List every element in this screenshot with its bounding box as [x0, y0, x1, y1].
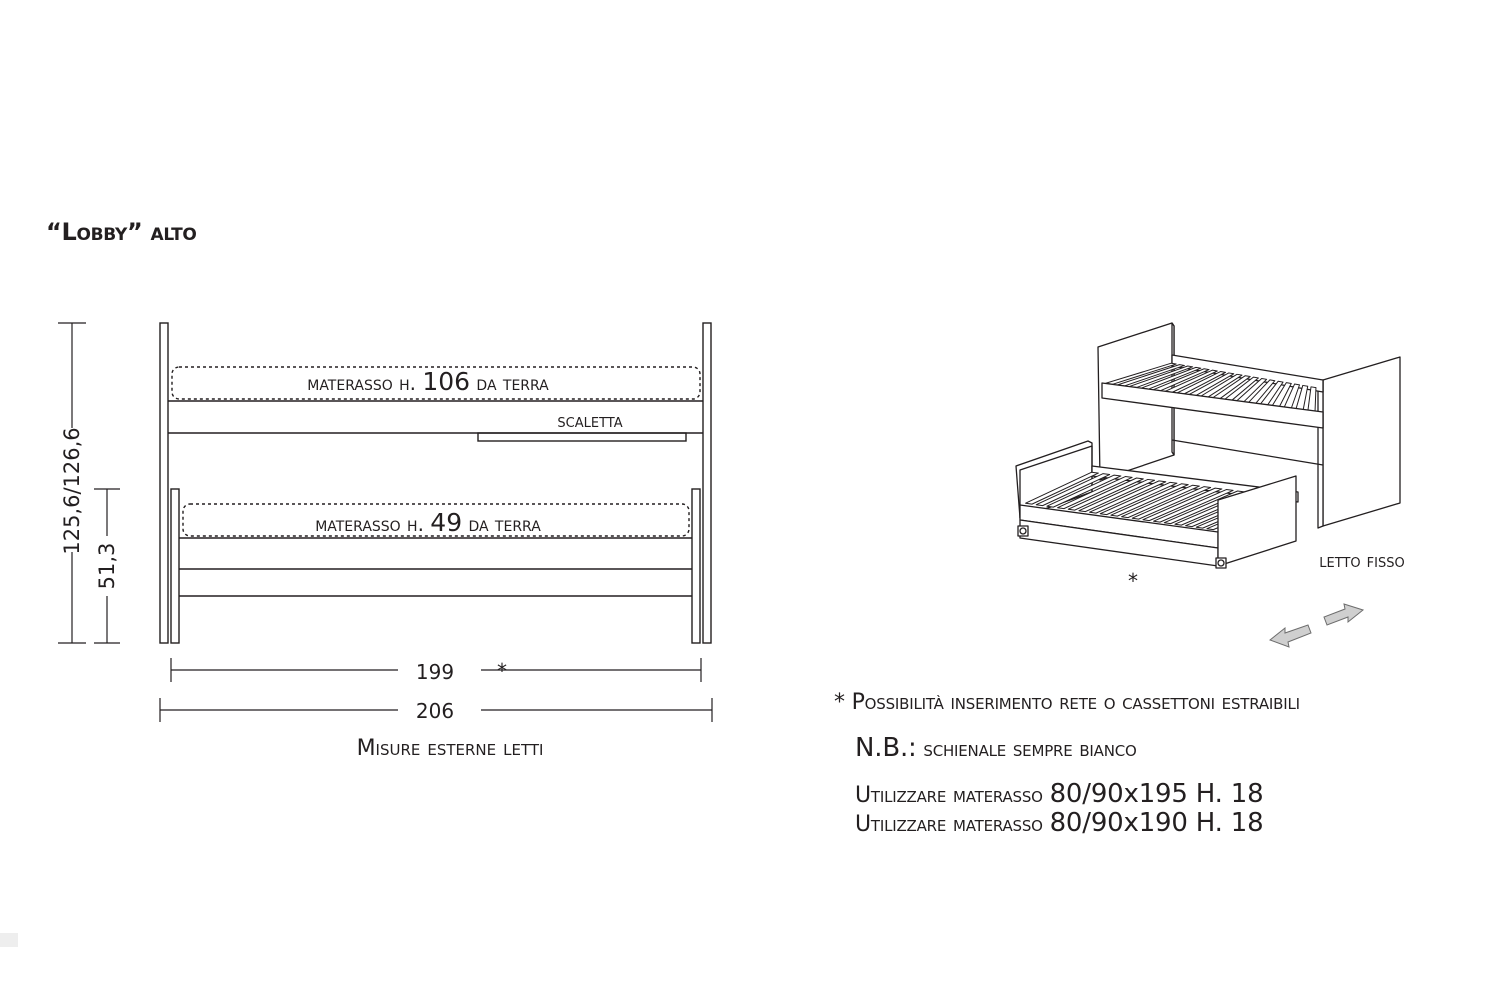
nb-prefix: N.B.: — [855, 733, 917, 763]
arrow-in-icon — [1324, 604, 1363, 625]
option-text: Possibilità inserimento rete o cassettoni estraibili — [851, 690, 1300, 715]
lower-mattress-label: materasso h. 49 da terra — [315, 508, 541, 537]
left-tall-post — [160, 323, 168, 643]
diagram-title: “Lobby” alto — [46, 218, 197, 246]
right-short-post — [692, 489, 700, 643]
width-inner-label: 199 — [415, 660, 455, 684]
nb-note — [855, 733, 1137, 763]
upper-foot-panel — [1323, 357, 1400, 526]
fixed-bed-label: letto fisso — [1319, 550, 1405, 572]
measures-caption: Misure esterne letti — [356, 736, 544, 761]
pull-out-arrows — [1270, 604, 1363, 647]
ladder-label: scaletta — [557, 410, 623, 432]
mattress-line-2: Utilizzare materasso 80/90x190 H. 18 — [855, 808, 1264, 838]
perspective-asterisk: * — [1128, 569, 1138, 593]
left-short-post — [171, 489, 179, 643]
ladder-rail — [478, 433, 686, 441]
mattress-size-2: 80/90x190 H. 18 — [1049, 808, 1264, 838]
height-lower-label: 51,3 — [95, 542, 119, 590]
perspective-view — [1016, 323, 1400, 568]
height-total-label: 125,6/126,6 — [60, 427, 84, 555]
slat — [1308, 387, 1316, 412]
corner-mark — [0, 933, 18, 947]
mattress-size-1: 80/90x195 H. 18 — [1049, 779, 1264, 809]
arrow-out-icon — [1270, 625, 1311, 647]
note-asterisk: * — [834, 690, 845, 715]
nb-text: schienale sempre bianco — [916, 737, 1137, 762]
upper-mattress-label: materasso h. 106 da terra — [307, 367, 549, 396]
mattress-line-1: Utilizzare materasso 80/90x195 H. 18 — [855, 779, 1264, 809]
width-outer-label: 206 — [415, 699, 455, 723]
right-tall-post — [703, 323, 711, 643]
option-note — [834, 690, 1300, 715]
width-asterisk: * — [497, 659, 507, 683]
